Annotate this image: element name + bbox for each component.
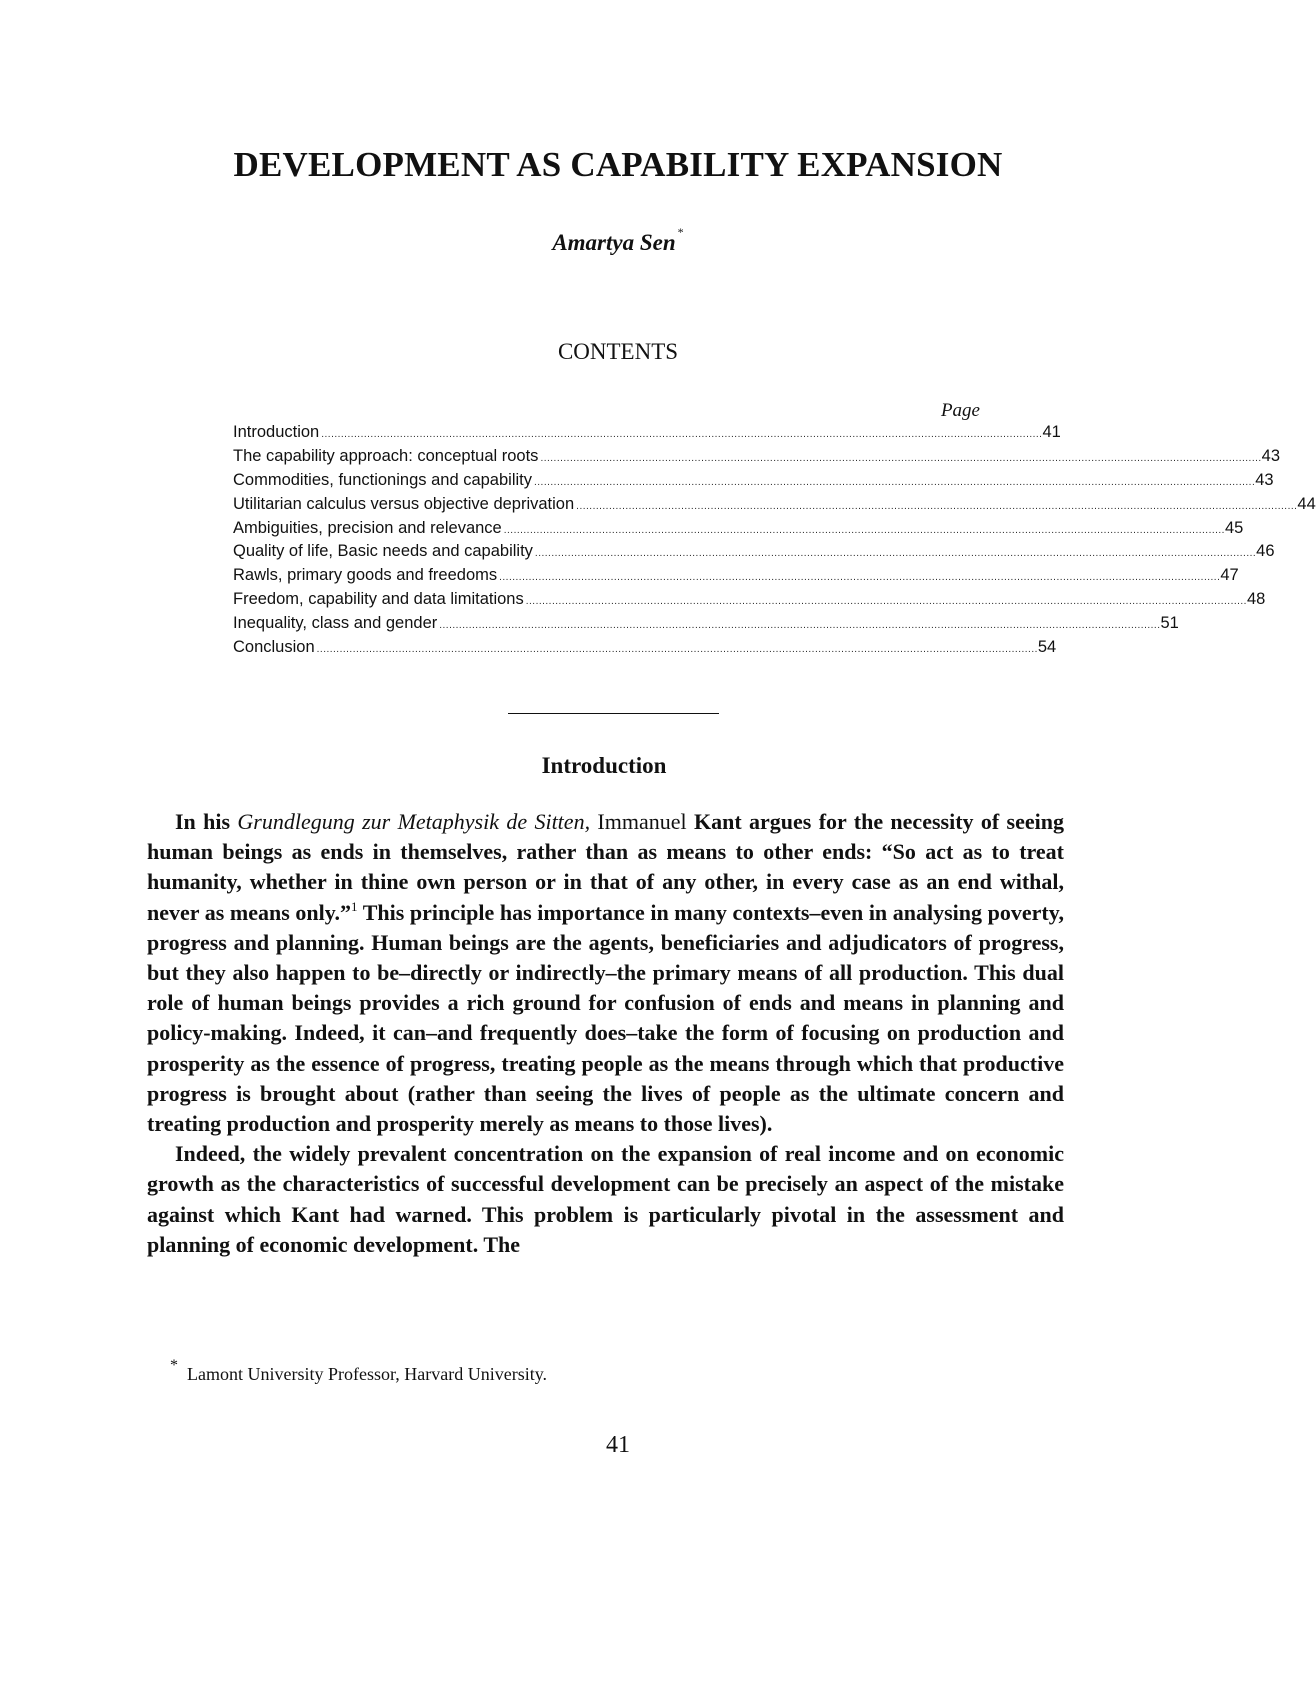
toc-dot-leader: ............................................................................................................................................................................................................................ — [525, 596, 1247, 608]
toc-entry-page: 48 — [1246, 590, 1266, 609]
toc-entry — [233, 564, 1239, 588]
toc-dot-leader: ............................................................................................................................................................................................................................ — [321, 429, 1043, 440]
toc-entry — [233, 612, 1179, 636]
toc-entry-title: Introduction — [233, 423, 320, 441]
page-number: 41 — [606, 1432, 630, 1458]
section-divider — [508, 713, 719, 714]
toc-dot-leader: ............................................................................................................................................................................................................................ — [439, 620, 1161, 632]
toc-entry — [233, 445, 1281, 469]
toc-entry — [233, 588, 1266, 612]
paragraph-2: Indeed, the widely prevalent concentration on the expansion of real income and on economic growth as the characteristics of successful development can be precisely an aspect of the mistake against which Kant had warned. This problem is particularly pivotal in the assessment and planning of economic development. The — [147, 1141, 1064, 1257]
section-heading-introduction: Introduction — [541, 753, 667, 778]
footnote-ref-1: 1 — [351, 898, 358, 914]
toc-entry-page: 45 — [1224, 518, 1244, 537]
toc-entry-page: 43 — [1261, 446, 1281, 465]
author-line — [0, 225, 1236, 256]
p1-name: Immanuel — [590, 809, 687, 834]
toc-dot-leader: ............................................................................................................................................................................................................................ — [534, 476, 1256, 488]
toc-entry-page: 47 — [1220, 566, 1239, 585]
toc-dot-leader: ............................................................................................................................................................................................................................ — [540, 452, 1262, 464]
toc-entry-page: 44 — [1297, 494, 1316, 513]
toc-entry-page: 41 — [1042, 423, 1061, 441]
author-footnote-marker: * — [677, 225, 684, 239]
toc-dot-leader: ............................................................................................................................................................................................................................ — [503, 524, 1225, 536]
toc-entry-page: 51 — [1160, 614, 1179, 633]
footnote-text: Lamont University Professor, Harvard University. — [187, 1364, 548, 1384]
toc-entry-title: Quality of life, Basic needs and capability — [233, 542, 533, 561]
toc-entry — [233, 540, 1275, 564]
toc-page-label: Page — [940, 400, 980, 421]
toc-dot-leader: ............................................................................................................................................................................................................................ — [576, 500, 1298, 512]
toc-entry-title: Ambiguities, precision and relevance — [233, 518, 502, 537]
toc-entry — [233, 469, 1274, 493]
toc-entry-title: Rawls, primary goods and freedoms — [233, 566, 498, 585]
toc-entry-page: 54 — [1037, 638, 1057, 657]
toc-dot-leader: ............................................................................................................................................................................................................................ — [534, 548, 1257, 560]
toc-entry-page: 43 — [1255, 470, 1274, 489]
p1-lead: In his — [175, 809, 238, 834]
book-title: Grundlegung zur Metaphysik de Sitten, — [237, 809, 591, 834]
toc-entry-title: Commodities, functionings and capability — [233, 470, 532, 489]
footnote — [170, 1357, 548, 1385]
paragraph-1 — [147, 807, 1064, 1139]
toc-entry-title: Freedom, capability and data limitations — [233, 590, 524, 609]
contents-heading: CONTENTS — [557, 339, 679, 364]
p1-text-b: This principle has importance in many contexts–even in analysing poverty, progress and planning. Human beings are the agents, beneficiaries and adjudicators of progress, but they also happen to be–directly or indirectly–the primary means of all production. This dual role of human beings provides a rich ground for confusion of ends and means in planning and policy-making. Indeed, it can–and frequently does–take the form of focusing on production and prosperity as the essence of progress, treating people as the means through which that productive progress is brought about (rather than seeing the lives of people as the ultimate concern and treating production and prosperity merely as means to those lives). — [147, 899, 1064, 1137]
toc-entry — [233, 493, 1316, 517]
paper-title: DEVELOPMENT AS CAPABILITY EXPANSION — [233, 145, 1003, 184]
toc-entry — [233, 636, 1057, 660]
footnote-marker: * — [170, 1357, 178, 1374]
toc-entry-title: Conclusion — [233, 638, 315, 657]
toc-entry-title: Utilitarian calculus versus objective deprivation — [233, 494, 575, 513]
toc-dot-leader: ............................................................................................................................................................................................................................ — [316, 644, 1038, 656]
introduction-body — [147, 807, 1064, 1260]
toc-entry — [233, 421, 1061, 445]
toc-entry-page: 46 — [1256, 542, 1275, 561]
toc-entry-title: Inequality, class and gender — [233, 614, 438, 633]
toc-dot-leader: ............................................................................................................................................................................................................................ — [499, 572, 1221, 584]
toc-entry-title: The capability approach: conceptual roots — [233, 446, 539, 465]
author-name: Amartya Sen — [552, 230, 676, 255]
p1-text-a: Kant argues for the necessity of seeing human beings as ends in themselves, rather than as means to other ends: “So act as to treat humanity, whether in thine own person or in that of any other, in every case as an end withal, never as means only.” — [147, 809, 1065, 925]
toc-entry — [233, 517, 1244, 541]
table-of-contents — [233, 421, 1316, 660]
